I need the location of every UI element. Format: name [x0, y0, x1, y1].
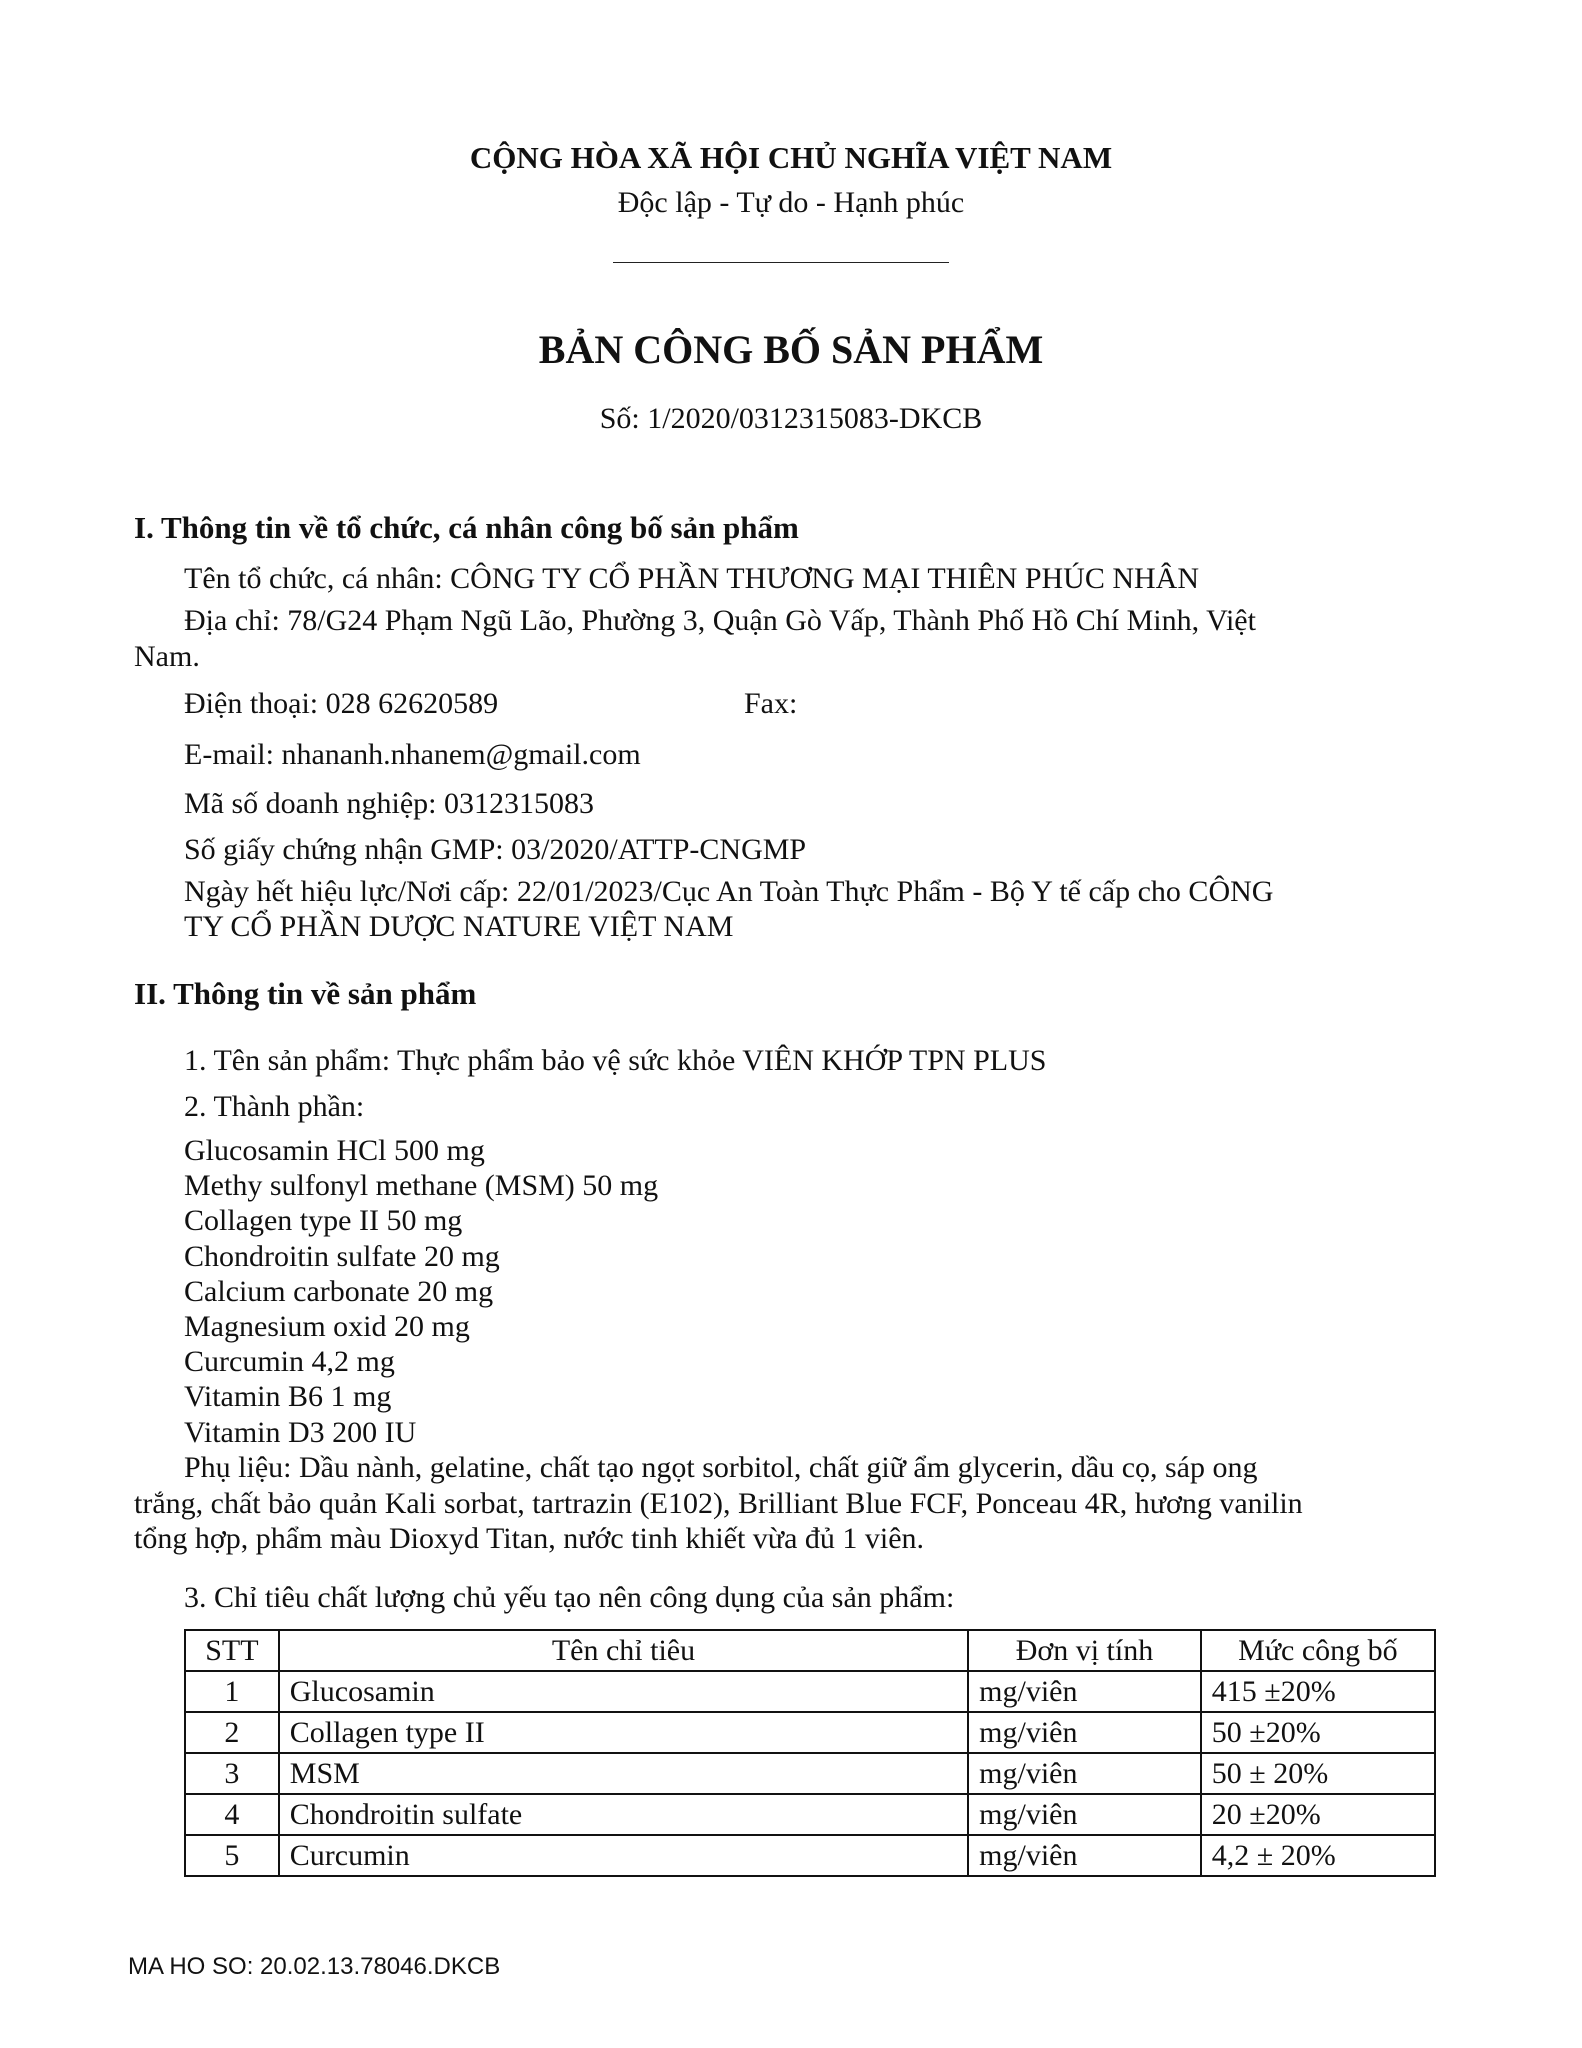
excipients-line1: Phụ liệu: Dầu nành, gelatine, chất tạo ngọt sorbitol, chất giữ ẩm glycerin, dầu cọ, sáp ong: [184, 1451, 1258, 1484]
address-line2: Nam.: [134, 640, 200, 673]
quality-heading: 3. Chỉ tiêu chất lượng chủ yếu tạo nên công dụng của sản phẩm:: [184, 1581, 955, 1614]
section1-heading: I. Thông tin về tổ chức, cá nhân công bố sản phẩm: [134, 510, 799, 545]
validity-line1: Ngày hết hiệu lực/Nơi cấp: 22/01/2023/Cục An Toàn Thực Phẩm - Bộ Y tế cấp cho CÔNG: [184, 875, 1274, 908]
table-row: [185, 1835, 1435, 1876]
cell-value: 50 ± 20%: [1201, 1753, 1435, 1794]
header-name: Tên chỉ tiêu: [279, 1630, 968, 1671]
list-item: Vitamin D3 200 IU: [184, 1415, 417, 1449]
document-title: BẢN CÔNG BỐ SẢN PHẨM: [538, 327, 1044, 372]
file-code-footer: MA HO SO: 20.02.13.78046.DKCB: [128, 1953, 501, 1980]
table-header-row: [185, 1630, 1435, 1671]
table-row: [185, 1794, 1435, 1835]
validity-line2: TY CỔ PHẦN DƯỢC NATURE VIỆT NAM: [184, 910, 734, 943]
gmp-certificate: Số giấy chứng nhận GMP: 03/2020/ATTP-CNGMP: [184, 833, 807, 866]
address-line1: Địa chỉ: 78/G24 Phạm Ngũ Lão, Phường 3, Quận Gò Vấp, Thành Phố Hồ Chí Minh, Việt: [184, 604, 1256, 637]
list-item: Magnesium oxid 20 mg: [184, 1310, 470, 1344]
country-header: CỘNG HÒA XÃ HỘI CHỦ NGHĨA VIỆT NAM: [469, 140, 1113, 175]
cell-name: Glucosamin: [279, 1671, 968, 1712]
list-item: Chondroitin sulfate 20 mg: [184, 1239, 500, 1273]
fax: Fax:: [744, 687, 798, 720]
phone: Điện thoại: 028 62620589: [184, 687, 499, 720]
cell-stt: 2: [185, 1712, 279, 1753]
cell-stt: 3: [185, 1753, 279, 1794]
cell-value: 20 ±20%: [1201, 1794, 1435, 1835]
cell-name: Curcumin: [279, 1835, 968, 1876]
cell-unit: mg/viên: [968, 1794, 1201, 1835]
cell-value: 415 ±20%: [1201, 1671, 1435, 1712]
excipients-line3: tổng hợp, phẩm màu Dioxyd Titan, nước tinh khiết vừa đủ 1 viên.: [134, 1522, 925, 1555]
list-item: Vitamin B6 1 mg: [184, 1380, 392, 1414]
cell-stt: 1: [185, 1671, 279, 1712]
motto: Độc lập - Tự do - Hạnh phúc: [617, 186, 965, 219]
cell-unit: mg/viên: [968, 1753, 1201, 1794]
list-item: Collagen type II 50 mg: [184, 1204, 463, 1238]
list-item: Methy sulfonyl methane (MSM) 50 mg: [184, 1169, 659, 1203]
cell-name: Chondroitin sulfate: [279, 1794, 968, 1835]
business-code: Mã số doanh nghiệp: 0312315083: [184, 787, 594, 820]
cell-stt: 5: [185, 1835, 279, 1876]
section2-heading: II. Thông tin về sản phẩm: [134, 976, 477, 1011]
product-name: 1. Tên sản phẩm: Thực phẩm bảo vệ sức khỏe VIÊN KHỚP TPN PLUS: [184, 1044, 1047, 1077]
org-name: Tên tổ chức, cá nhân: CÔNG TY CỔ PHẦN THƯƠNG MẠI THIÊN PHÚC NHÂN: [184, 562, 1200, 595]
ingredients-heading: 2. Thành phần:: [184, 1090, 365, 1123]
list-item: Calcium carbonate 20 mg: [184, 1274, 494, 1308]
excipients-line2: trắng, chất bảo quản Kali sorbat, tartrazin (E102), Brilliant Blue FCF, Ponceau 4R, hương vanilin: [134, 1487, 1303, 1520]
table-row: [185, 1712, 1435, 1753]
document-number: Số: 1/2020/0312315083-DKCB: [599, 402, 983, 435]
table-row: [185, 1671, 1435, 1712]
cell-stt: 4: [185, 1794, 279, 1835]
list-item: Glucosamin HCl 500 mg: [184, 1134, 485, 1167]
cell-unit: mg/viên: [968, 1671, 1201, 1712]
header-stt: STT: [185, 1630, 279, 1671]
quality-table: [184, 1629, 1436, 1877]
email: E-mail: nhananh.nhanem@gmail.com: [184, 738, 641, 771]
ingredients-list: [184, 1133, 658, 1450]
header-unit: Đơn vị tính: [968, 1630, 1201, 1671]
cell-name: MSM: [279, 1753, 968, 1794]
list-item: Curcumin 4,2 mg: [184, 1345, 395, 1379]
table-row: [185, 1753, 1435, 1794]
cell-value: 4,2 ± 20%: [1201, 1835, 1435, 1876]
header-divider: [613, 262, 949, 263]
cell-unit: mg/viên: [968, 1835, 1201, 1876]
header-value: Mức công bố: [1201, 1630, 1435, 1671]
cell-value: 50 ±20%: [1201, 1712, 1435, 1753]
cell-name: Collagen type II: [279, 1712, 968, 1753]
cell-unit: mg/viên: [968, 1712, 1201, 1753]
